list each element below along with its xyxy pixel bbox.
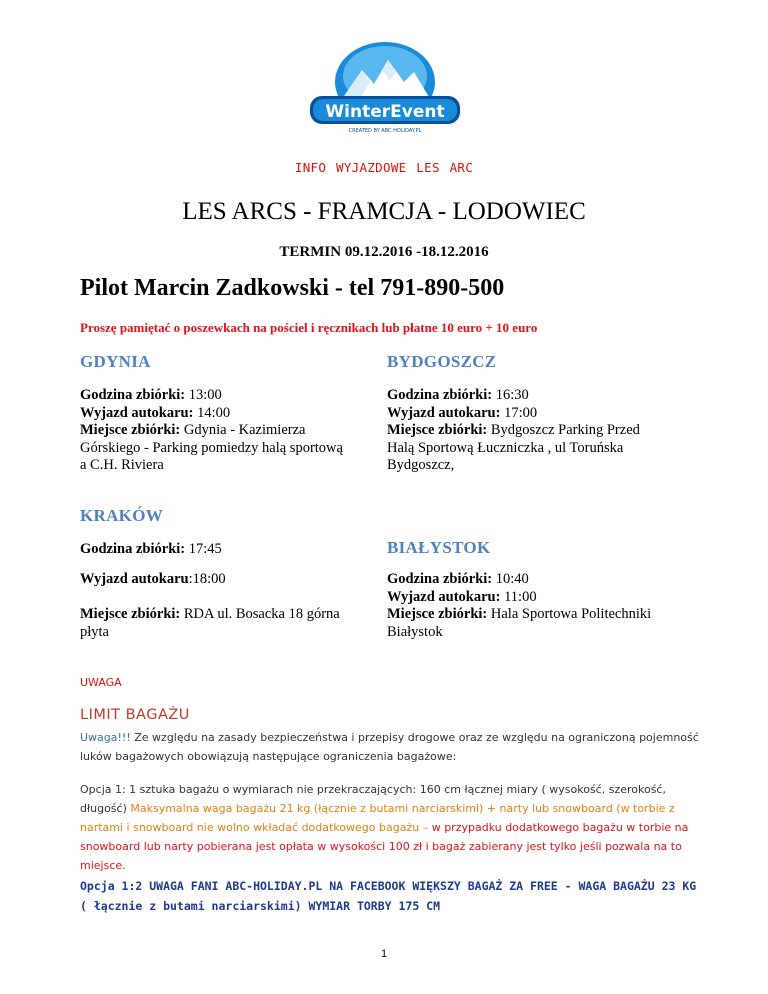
meeting-time-value: 10:40 [492,571,529,587]
departure-label: Wyjazd autokaru [80,571,189,587]
baggage-intro [80,728,700,766]
departure-value: :18:00 [188,571,226,587]
departure-label: Wyjazd autokaru: [387,404,501,421]
departure-value: 11:00 [500,588,537,605]
city-bydgoszcz: BYDGOSZCZ [387,352,497,371]
info-title: INFO WYJAZDOWE LES ARC [294,160,474,175]
city-gdynia: GDYNIA [80,352,151,371]
option-1-extra-fee: w przypadku dodatkowego bagażu w torbie na snowboard lub narty pobierana jest opłata w wysokości 100 zł i bagaż zabierany jest tylko jeśli pozwala na to miejsce. [80,821,689,872]
meeting-time-label: Godzina zbiórki: [387,387,493,403]
meeting-time-label: Godzina zbiórki: [80,387,186,403]
meeting-place-value: Bydgoszcz Parking Przed [487,422,640,438]
meeting-place-line: a C.H. Riviera [80,457,164,473]
trip-dates: TERMIN 09.12.2016 -18.12.2016 [279,244,489,260]
option-1-text [80,780,700,875]
meeting-time-value: 16:30 [492,387,529,403]
meeting-place-line: płyta [80,623,109,640]
meeting-place-line: Bydgoszcz, [387,457,455,473]
departure-label: Wyjazd autokaru: [387,588,501,605]
meeting-time-label: Godzina zbiórki: [80,541,186,557]
option-1-dimensions: Opcja 1: 1 sztuka bagażu o wymiarach nie przekraczających: 160 cm łącznej miary ( wysokość, szerokość, długość) [80,783,666,815]
option-1-weight: Maksymalna waga bagażu 21 kg (łącznie z butami narciarskimi) + narty lub snowboard (w torbie z nartami i snowboard nie wolno wkładać dodatkowego bagażu – [80,802,675,834]
winter-event-logo [300,40,470,135]
meeting-place-line: Górskiego - Parking pomiedzy halą sportową [80,439,343,456]
bydgoszcz-details [387,387,687,475]
krakow-departure [80,571,380,589]
meeting-place-value: Hala Sportowa Politechniki [487,606,652,622]
option-2-text: Opcja 1:2 UWAGA FANI ABC-HOLIDAY.PL NA FACEBOOK WIĘKSZY BAGAŻ ZA FREE - WAGA BAGAŻU 23 KG ( łącznie z butami narciarskimi) WYMIAR TORBY 175 CM [80,879,697,913]
logo-wordmark: WinterEvent [325,102,445,122]
main-title: LES ARCS - FRAMCJA - LODOWIEC [182,198,586,225]
departure-label: Wyjazd autokaru: [80,404,194,421]
linen-notice: Proszę pamiętać o poszewkach na pościel i ręcznikach lub płatne 10 euro + 10 euro [80,320,538,335]
meeting-time-label: Godzina zbiórki: [387,571,493,587]
meeting-place-label: Miejsce zbiórki: [80,606,181,622]
meeting-place-value: Gdynia - Kazimierza [180,422,306,438]
meeting-place-line: Białystok [387,623,443,640]
meeting-place-label: Miejsce zbiórki: [387,422,488,438]
city-krakow: KRAKÓW [80,506,164,525]
meeting-place-label: Miejsce zbiórki: [387,606,488,622]
page-number: 1 [380,948,388,960]
pilot-contact: Pilot Marcin Zadkowski - tel 791-890-500 [80,275,505,301]
gdynia-details [80,387,380,475]
meeting-place-label: Miejsce zbiórki: [80,422,181,438]
krakow-meeting-place [80,606,380,641]
krakow-meeting-time [80,541,380,559]
meeting-place-value: RDA ul. Bosacka 18 górna [180,606,340,622]
city-bialystok: BIAŁYSTOK [387,538,491,557]
departure-value: 17:00 [500,404,538,421]
uwaga-label: Uwaga!!! [80,731,131,744]
baggage-limit-heading: LIMIT BAGAŻU [80,707,190,723]
warning-heading: UWAGA [80,676,122,689]
meeting-time-value: 17:45 [185,541,222,557]
logo-subtitle: CREATED BY ABC HOLIDAY.PL [348,128,422,134]
meeting-place-line: Halą Sportową Łuczniczka , ul Toruńska [387,439,624,456]
meeting-time-value: 13:00 [185,387,222,403]
bialystok-details [387,571,687,641]
baggage-intro-text: Ze względu na zasady bezpieczeństwa i przepisy drogowe oraz ze względu na ograniczoną pojemność luków bagażowych obowiązują następujące ograniczenia bagażowe: [80,731,699,763]
departure-value: 14:00 [193,404,231,421]
